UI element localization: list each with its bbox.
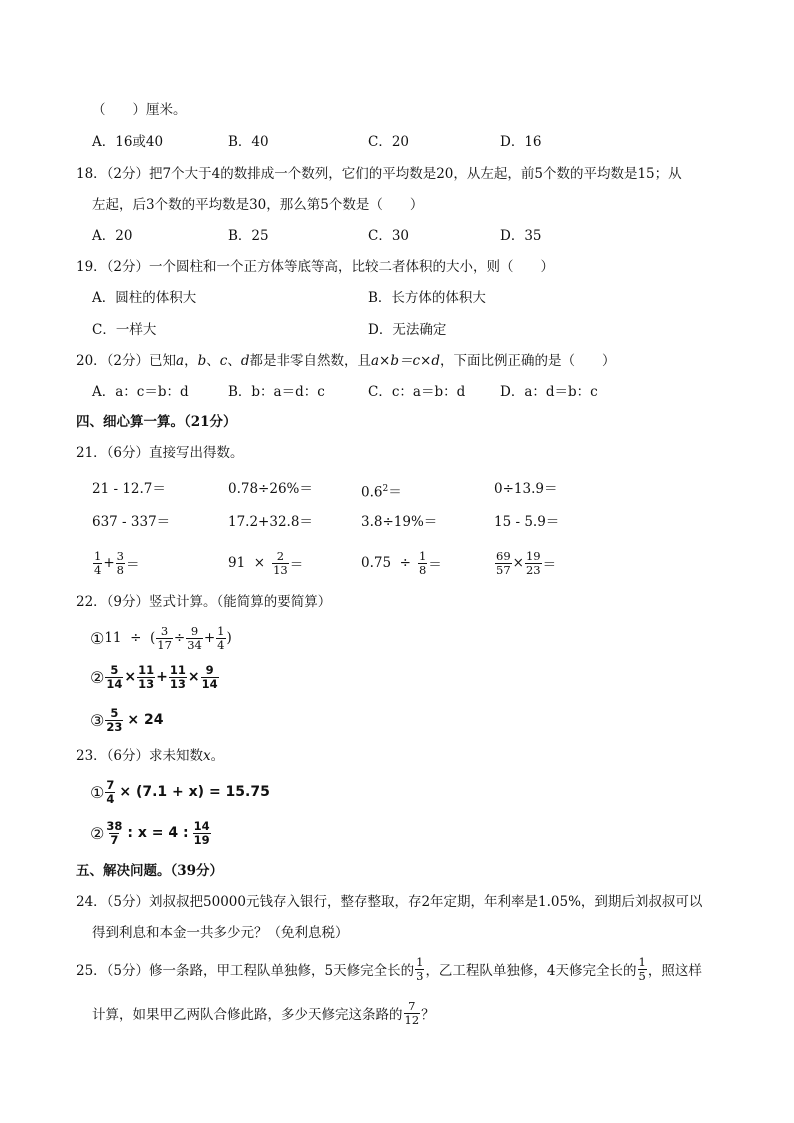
q17-tail: （ ）厘米。 — [92, 102, 187, 118]
fraction: $\frac{7}{12}$ — [404, 998, 420, 1027]
q21-r2-c1: 637 - 337＝ — [92, 514, 171, 530]
fraction: $\frac{19}{23}$ — [525, 548, 541, 577]
q21-r3-c1: $\frac{1}{4}$ + $\frac{3}{8}$ ＝ — [94, 548, 140, 577]
q21-r1-c4: 0÷13.9＝ — [494, 481, 558, 497]
q21-r2-c3: 3.8÷19%＝ — [361, 514, 438, 530]
q21-r3-c3: 0.75 ÷ $\frac{1}{8}$ ＝ — [361, 548, 442, 577]
q18-line2: 左起，后3个数的平均数是30，那么第5个数是（ ） — [92, 197, 424, 213]
q21-r3-c4: $\frac{69}{57}$ × $\frac{19}{23}$ ＝ — [496, 548, 557, 577]
section-5-heading: 五、解决问题。（39分） — [76, 863, 224, 879]
fraction: $\frac{1}{4}$ — [94, 548, 102, 577]
fraction: $\frac{7}{4}$ — [106, 777, 115, 806]
fraction: $\frac{14}{19}$ — [193, 818, 210, 847]
q19-line1: 19．（2分）一个圆柱和一个正方体等底等高，比较二者体积的大小，则（ ） — [76, 259, 555, 275]
fraction: $\frac{2}{13}$ — [273, 548, 288, 577]
fraction: $\frac{3}{17}$ — [157, 623, 172, 652]
fraction: $\frac{1}{8}$ — [418, 548, 427, 577]
q20-line1: 20．（2分）已知a，b、c、d都是非零自然数，且a×b＝c×d，下面比例正确的是（ ） — [76, 353, 616, 369]
q20-option-d: D．a：d＝b：c — [500, 384, 598, 400]
fraction: $\frac{38}{7}$ — [106, 818, 123, 847]
fraction: $\frac{3}{8}$ — [116, 548, 124, 577]
q21-r3-c2: 91 × $\frac{2}{13}$ ＝ — [228, 548, 304, 577]
fraction: $\frac{1}{3}$ — [416, 954, 424, 983]
q21-r1-c3: $0.6^2=$ — [361, 484, 402, 501]
q20-option-a: A．a：c＝b：d — [92, 384, 189, 400]
q21-r2-c4: 15 - 5.9＝ — [494, 514, 560, 530]
fraction: $\frac{1}{5}$ — [638, 954, 646, 983]
q19-option-a: A．圆柱的体积大 — [92, 290, 197, 306]
q23-expr-1: ① $\frac{7}{4}$ × (7.1 + x) = 15.75 — [90, 777, 270, 806]
q21-r1-c1: 21 - 12.7＝ — [92, 481, 166, 497]
fraction: $\frac{9}{34}$ — [187, 623, 202, 652]
q22-expr-3: ③ $\frac{5}{23}$ × 24 — [90, 705, 164, 734]
q19-option-d: D．无法确定 — [368, 322, 447, 338]
q18-option-a: A．20 — [92, 228, 133, 244]
q17-option-a: A．16或40 — [92, 134, 164, 150]
q24-line1: 24．（5分）刘叔叔把50000元钱存入银行，整存整取，存2年定期，年利率是1.05%，到期后刘叔叔可以 — [76, 894, 703, 910]
fraction: $\frac{5}{23}$ — [106, 705, 123, 734]
q23-expr-2: ② $\frac{38}{7}$ : x = 4 : $\frac{14}{19}$ — [90, 818, 210, 847]
q21-title: 21．（6分）直接写出得数。 — [76, 445, 244, 461]
q22-expr-1: ① 11 ÷ ( $\frac{3}{17}$ ÷ $\frac{9}{34}$ + $\frac{1}{4}$ ) — [90, 623, 232, 652]
q21-r1-c2: 0.78÷26%＝ — [228, 481, 313, 497]
q18-option-c: C．30 — [368, 228, 410, 244]
q24-line2: 得到利息和本金一共多少元？（免利息税） — [92, 925, 349, 941]
q19-option-c: C．一样大 — [92, 322, 157, 338]
q22-expr-2: ② $\frac{5}{14}$ × $\frac{11}{13}$ + $\frac{11}{13}$ × $\frac{9}{14}$ — [90, 662, 218, 691]
q25-line2: 计算，如果甲乙两队合修此路，多少天修完这条路的 $\frac{7}{12}$ ？ — [92, 998, 435, 1027]
fraction: $\frac{11}{13}$ — [138, 662, 155, 691]
q25-line1: 25．（5分）修一条路，甲工程队单独修，5天修完全长的 $\frac{1}{3}$ ，乙工程队单独修，4天修完全长的 $\frac{1}{5}$ ，照这样 — [76, 954, 702, 983]
q17-option-c: C．20 — [368, 134, 410, 150]
q18-option-d: D．35 — [500, 228, 542, 244]
q18-line1: 18．（2分）把7个大于4的数排成一个数列，它们的平均数是20，从左起，前5个数的平均数是15；从 — [76, 166, 682, 182]
q19-option-b: B．长方体的体积大 — [368, 290, 486, 306]
q22-title: 22．（9分）竖式计算。（能简算的要简算） — [76, 594, 332, 610]
fraction: $\frac{69}{57}$ — [496, 548, 511, 577]
section-4-heading: 四、细心算一算。（21分） — [76, 414, 237, 430]
q20-option-c: C．c：a＝b：d — [368, 384, 466, 400]
q17-option-d: D．16 — [500, 134, 542, 150]
q17-option-b: B．40 — [228, 134, 269, 150]
fraction: $\frac{9}{14}$ — [201, 662, 218, 691]
q21-r2-c2: 17.2+32.8＝ — [228, 514, 313, 530]
fraction: $\frac{11}{13}$ — [169, 662, 186, 691]
q20-option-b: B．b：a＝d：c — [228, 384, 325, 400]
q18-option-b: B．25 — [228, 228, 269, 244]
q23-title: 23．（6分）求未知数x。 — [76, 748, 225, 764]
fraction: $\frac{1}{4}$ — [217, 623, 225, 652]
fraction: $\frac{5}{14}$ — [106, 662, 123, 691]
